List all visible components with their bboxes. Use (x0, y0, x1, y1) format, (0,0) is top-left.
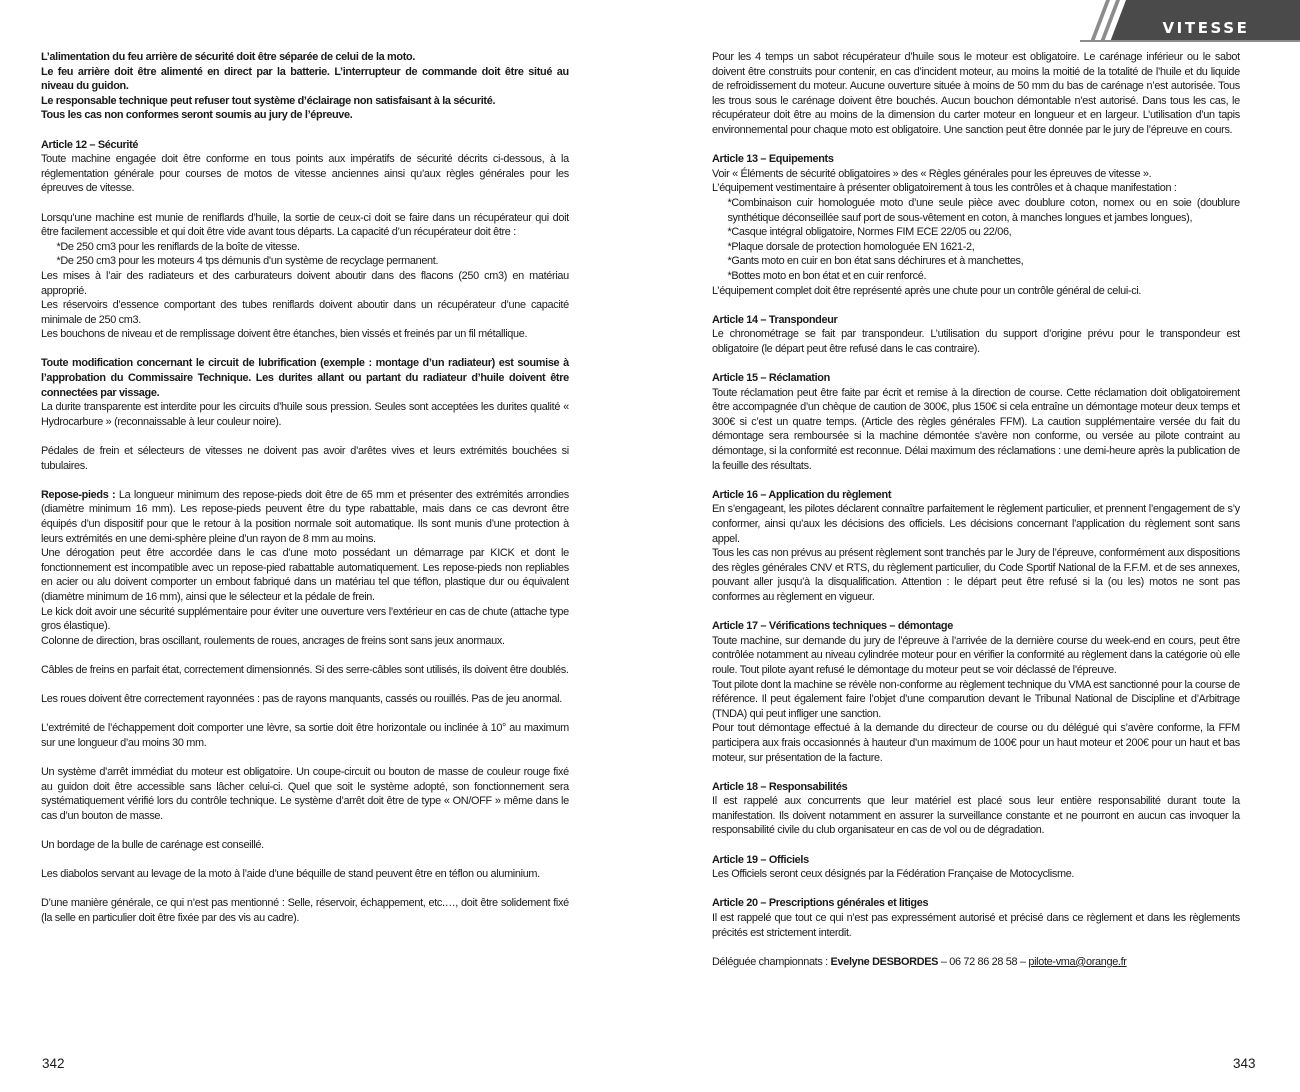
bullet-item: *De 250 cm3 pour les moteurs 4 tps démunis d’un système de recyclage permanent. (56, 255, 439, 268)
paragraph: Toute machine, sur demande du jury de l’épreuve à l’arrivée de la dernière course du week-end en cours, peut être contrôlée notamment au niveau cylindrée moteur pour en vérifier la conformité au règlement dans la catégorie où elle roule. Tout pilote ayant refusé le démontage du moteur peut se voir déclassé de l’épreuve. (712, 634, 1240, 676)
text-block (41, 50, 569, 123)
article-heading: Article 12 – Sécurité (41, 138, 139, 151)
paragraph: Le chronométrage se fait par transpondeur. L’utilisation du support d’origine prévu pour le transpondeur est obligatoire (le départ peut être refusé dans le cas contraire). (712, 328, 1240, 355)
paragraph: Les bouchons de niveau et de remplissage doivent être étanches, bien vissés et freinés par un fil métallique. (41, 328, 528, 341)
paragraph: L’équipement vestimentaire à présenter obligatoirement à tous les contrôles et à chaque manifestation : (712, 182, 1177, 195)
paragraph: Pédales de frein et sélecteurs de vitesses ne doivent pas avoir d’arêtes vives et leurs extrémités bouchées si tubulaires. (41, 445, 569, 472)
article-heading: Article 13 – Equipements (712, 153, 834, 166)
text-block (41, 663, 569, 678)
text-block (712, 50, 1240, 138)
article-heading: Article 20 – Prescriptions générales et litiges (712, 897, 929, 910)
text-block (41, 692, 569, 707)
paragraph: Les mises à l’air des radiateurs et des carburateurs doivent aboutir dans des flacons (250 cm3) en matériau approprié. (41, 269, 569, 297)
paragraph: Tout pilote dont la machine se révèle non-conforme au règlement technique du VMA est sanctionné pour la course de référence. Il peut également faire l’objet d’une comparution devant le Tribunal National de Discipline et d’Arbitrage (TNDA) qui peut infliger une sanction. (712, 678, 1240, 720)
bullet-item: *Plaque dorsale de protection homologuée EN 1621-2, (727, 240, 975, 253)
paragraph: Tous les cas non conformes seront soumis au jury de l’épreuve. (41, 109, 353, 122)
paragraph: L’alimentation du feu arrière de sécurité doit être séparée de celui de la moto. (41, 51, 416, 63)
paragraph: Tous les cas non prévus au présent règlement sont tranchés par le Jury de l’épreuve, conformément aux dispositions des règles générales CNV et RTS, du règlement particulier, du Code Sportif National de la F.F.M. et de ses annexes, pouvant aller jusqu’à la disqualification. Attention : le départ peut être refusé si la (ou les) motos ne sont pas conformes au règlement en vigueur. (712, 547, 1240, 603)
left-page-column (41, 50, 569, 940)
text-block (41, 867, 569, 882)
article-heading: Article 18 – Responsabilités (712, 780, 848, 793)
paragraph: Il est rappelé aux concurrents que leur matériel est placé sous leur entière responsabilité durant toute la manifestation. Ils doivent notamment en assurer la surveillance constante et ne pourront en aucun cas invoquer la responsabilité civile du club organisateur en cas de vol ou de dégradation. (712, 795, 1240, 837)
contact-line (712, 955, 1240, 970)
paragraph: Les roues doivent être correctement rayonnées : pas de rayons manquants, cassés ou rouillés. Pas de jeu anormal. (41, 693, 562, 706)
bullet-item: *De 250 cm3 pour les reniflards de la boîte de vitesse. (56, 240, 300, 253)
text-block (712, 371, 1240, 473)
contact-name: Evelyne DESBORDES (830, 955, 939, 968)
paragraph: Le feu arrière doit être alimenté en direct par la batterie. L’interrupteur de commande doit être situé au niveau du guidon. (41, 65, 569, 93)
inline-text: La longueur minimum des repose-pieds doit être de 65 mm et présenter des extrémités arrondies (diamètre minimum 16 mm). Les repose-pieds peuvent être du type rabattable, mais dans ce cas devront être équipés d’un dispositif pour que le retour à la position normale soit automatique. Ils sont munis d’une protection à leurs extrémités en une demi-sphère pleine d’un rayon de 8 mm au moins. (41, 488, 569, 545)
paragraph: Lorsqu’une machine est munie de reniflards d’huile, la sortie de ceux-ci doit se faire dans un récupérateur qui doit être facilement accessible et qui doit être vide avant tous départs. La capacité d’un récupérateur doit être : (41, 211, 569, 239)
article-heading: Article 19 – Officiels (712, 853, 809, 866)
bullet-item: *Casque intégral obligatoire, Normes FIM ECE 22/05 ou 22/06, (727, 226, 1012, 239)
section-label: VITESSE (1162, 19, 1250, 37)
text-block (41, 488, 569, 649)
contact-email-link[interactable]: pilote-vma@orange.fr (1028, 955, 1127, 968)
paragraph: En s’engageant, les pilotes déclarent connaître parfaitement le règlement particulier, et prennent l’engagement de s’y conformer, ainsi qu’aux les décisions des officiels. Les décisions concernant l’application du règlement sont sans appel. (712, 503, 1240, 545)
text-block (41, 444, 569, 473)
paragraph: Le responsable technique peut refuser tout système d’éclairage non satisfaisant à la sécurité. (41, 94, 496, 107)
paragraph: Les Officiels seront ceux désignés par la Fédération Française de Motocyclisme. (712, 868, 1075, 881)
banner-stripe-1 (1090, 0, 1110, 42)
paragraph: La durite transparente est interdite pour les circuits d’huile sous pression. Seules sont acceptées les durites qualité « Hydrocarbure » (reconnaissable à leur couleur noire). (41, 401, 569, 428)
paragraph: Pour les 4 temps un sabot récupérateur d’huile sous le moteur est obligatoire. Le carénage inférieur ou le sabot doivent être construits pour contenir, en cas d’incident moteur, au moins la moitié de la totalité de l’huile et du liquide de refroidissement du moteur. Aucune ouverture située à moins de 50 mm du bas de carénage n’est autorisée. Tous les trous sous le carénage doivent être bouchés. Aucun bouchon démontable n’est autorisé. Dans tous les cas, le récupérateur doit être au moins de la dimension du carter moteur en longueur et en largeur. L’utilisation d’un tapis environnemental pour chaque moto est obligatoire. Une sanction peut être donnée par le jury de l’épreuve en cours. (712, 51, 1240, 136)
contact-prefix: Déléguée championnats : (712, 955, 831, 968)
article-heading: Article 15 – Réclamation (712, 372, 830, 385)
bullet-item: *Gants moto en cuir en bon état sans déchirures et à manchettes, (727, 255, 1024, 268)
text-block (41, 138, 569, 196)
text-block (41, 721, 569, 750)
paragraph: Les réservoirs d’essence comportant des tubes reniflards doivent aboutir dans un récupérateur d’une capacité minimale de 250 cm3. (41, 299, 569, 326)
page-number-left: 342 (42, 1056, 65, 1071)
text-block (712, 488, 1240, 605)
text-block (712, 896, 1240, 940)
paragraph: Colonne de direction, bras oscillant, roulements de roues, ancrages de freins sont sans jeux anormaux. (41, 634, 505, 647)
page-number-right: 343 (1233, 1056, 1256, 1071)
paragraph: Une dérogation peut être accordée dans le cas d’une moto possédant un démarrage par KICK et dont le fonctionnement est incompatible avec un repose-pied rabattable automatiquement. Les repose-pieds non repliables en acier ou alu doivent comporter un embout fabriqué dans un matériau tel que téflon, plastique dur ou équivalent (diamètre minimum de 16 mm), ainsi que le sélecteur et la pédale de frein. (41, 547, 569, 603)
text-block (41, 211, 569, 342)
inline-label: Repose-pieds : (41, 488, 116, 501)
text-block (41, 838, 569, 853)
paragraph: Câbles de freins en parfait état, correctement dimensionnés. Si des serre-câbles sont utilisés, ils doivent être doublés. (41, 663, 569, 676)
paragraph: Pour tout démontage effectué à la demande du directeur de course ou du délégué qui s’avère conforme, la FFM participera aux frais occasionnés à hauteur d’un maximum de 100€ pour un haut moteur et 200€ pour un haut et bas moteur, sur présentation de la facture. (712, 722, 1240, 764)
text-block (712, 313, 1240, 357)
paragraph: D’une manière générale, ce qui n’est pas mentionné : Selle, réservoir, échappement, etc.…, doit être solidement fixé (la selle en particulier doit être fixée par des vis au cadre). (41, 897, 569, 925)
paragraph: Toute machine engagée doit être conforme en tous points aux impératifs de sécurité décrits ci-dessous, à la réglementation générale pour courses de motos de vitesse anciennes ainsi qu’aux règles générales pour les épreuves de vitesse. (41, 153, 569, 195)
paragraph: Un bordage de la bulle de carénage est conseillé. (41, 839, 264, 852)
bullet-item: *Combinaison cuir homologuée moto d’une seule pièce avec doublure coton, nomex ou en soie (doublure synthétique déconseillée sauf port de sous-vêtement en coton, à manches longues et jambes longues), (727, 196, 1240, 224)
text-block (712, 619, 1240, 765)
paragraph: Il est rappelé que tout ce qui n’est pas expressément autorisé et précisé dans ce règlement et dans les règlements précités est strictement interdit. (712, 912, 1240, 939)
paragraph (41, 488, 569, 546)
bullet-item: *Bottes moto en bon état et en cuir renforcé. (727, 269, 927, 282)
paragraph: Toute réclamation peut être faite par écrit et remise à la direction de course. Cette réclamation doit obligatoirement être accompagnée d’un chèque de caution de 300€, plus 150€ si cela entraîne un démontage moteur deux temps et 300€ si c’est un quatre temps. (Article des règles générales FFM). La caution supplémentaire versée du fait du démontage sera remboursée si la machine démontée s’avère non conforme, ou versée au pilote contraint au démontage, si la conformité est reconnue. Délai maximum des réclamations : une demi-heure après la publication de la feuille des résultats. (712, 386, 1240, 472)
text-block (712, 152, 1240, 298)
text-block (712, 780, 1240, 838)
paragraph: L’extrémité de l’échappement doit comporter une lèvre, sa sortie doit être horizontale ou inclinée à 10° au maximum sur une longueur d’au moins 30 mm. (41, 722, 569, 749)
text-block (41, 765, 569, 823)
text-block (41, 356, 569, 429)
text-block (41, 896, 569, 925)
article-heading: Article 14 – Transpondeur (712, 313, 838, 326)
text-block (712, 853, 1240, 882)
paragraph: Un système d’arrêt immédiat du moteur est obligatoire. Un coupe-circuit ou bouton de masse de couleur rouge fixé au guidon doit être accessible sans lâcher celui-ci. Quel que soit le système adopté, son fonctionnement sera systématiquement vérifié lors du contrôle technique. Le système d’arrêt doit être de type « ON/OFF » même dans le cas d’un bouton de masse. (41, 766, 569, 822)
bold-paragraph: Toute modification concernant le circuit de lubrification (exemple : montage d’un radiateur) est soumise à l’approbation du Commissaire Technique. Les durites allant ou partant du radiateur d’huile doivent être connectées par vissage. (41, 357, 569, 399)
paragraph: L’équipement complet doit être représenté après une chute pour un contrôle général de celui-ci. (712, 284, 1142, 297)
contact-phone: – 06 72 86 28 58 – (938, 955, 1029, 968)
article-heading: Article 16 – Application du règlement (712, 488, 892, 501)
paragraph: Le kick doit avoir une sécurité supplémentaire pour éviter une ouverture vers l’extérieur en cas de chute (attache type gros élastique). (41, 605, 569, 633)
paragraph: Les diabolos servant au levage de la moto à l’aide d’une béquille de stand peuvent être en téflon ou aluminium. (41, 868, 540, 881)
paragraph: Voir « Éléments de sécurité obligatoires » des « Règles générales pour les épreuves de vitesse ». (712, 167, 1152, 180)
right-page-column (712, 50, 1240, 969)
article-heading: Article 17 – Vérifications techniques – démontage (712, 620, 953, 633)
